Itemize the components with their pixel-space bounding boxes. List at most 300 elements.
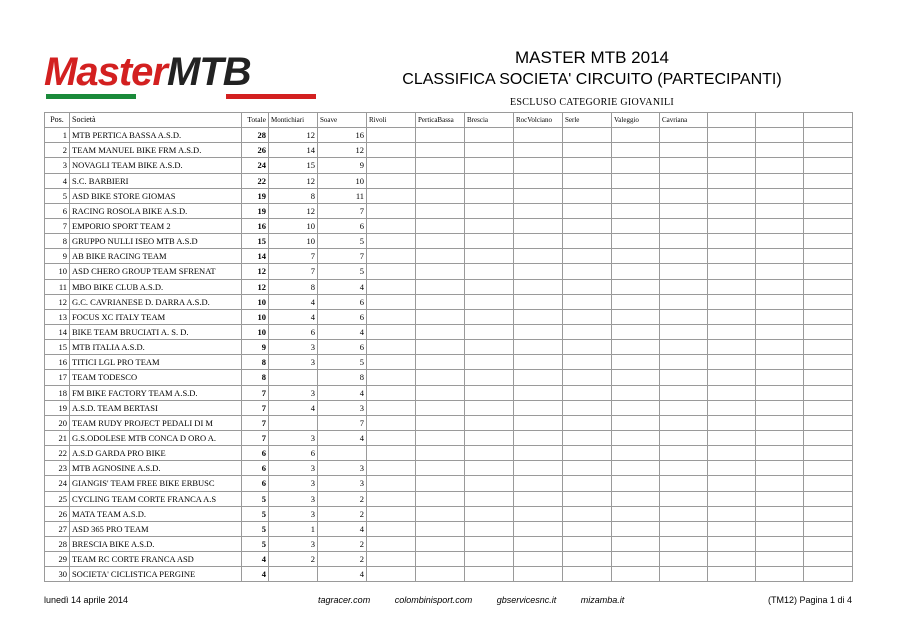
race-points-cell: 4 bbox=[318, 385, 367, 400]
race-points-cell bbox=[563, 264, 612, 279]
race-points-cell bbox=[367, 279, 416, 294]
race-points-cell bbox=[756, 415, 804, 430]
race-points-cell bbox=[660, 128, 708, 143]
race-points-cell bbox=[416, 264, 465, 279]
race-points-cell bbox=[367, 506, 416, 521]
race-points-cell bbox=[612, 552, 660, 567]
race-points-cell bbox=[612, 355, 660, 370]
position-cell: 22 bbox=[45, 446, 70, 461]
race-points-cell bbox=[367, 173, 416, 188]
position-cell: 1 bbox=[45, 128, 70, 143]
race-points-cell bbox=[465, 188, 514, 203]
race-points-cell bbox=[660, 461, 708, 476]
race-points-cell bbox=[563, 461, 612, 476]
race-points-cell bbox=[514, 203, 563, 218]
race-points-cell bbox=[416, 370, 465, 385]
race-points-cell bbox=[514, 552, 563, 567]
race-points-cell bbox=[367, 249, 416, 264]
race-points-cell bbox=[465, 279, 514, 294]
race-points-cell bbox=[756, 249, 804, 264]
total-cell: 4 bbox=[242, 552, 269, 567]
race-points-cell bbox=[612, 567, 660, 582]
race-points-cell: 6 bbox=[318, 340, 367, 355]
team-name-cell: MATA TEAM A.S.D. bbox=[70, 506, 242, 521]
race-points-cell: 3 bbox=[318, 476, 367, 491]
total-cell: 16 bbox=[242, 218, 269, 233]
race-points-cell bbox=[514, 249, 563, 264]
race-points-cell bbox=[416, 294, 465, 309]
race-points-cell bbox=[804, 521, 853, 536]
race-points-cell bbox=[708, 491, 756, 506]
race-points-cell bbox=[367, 430, 416, 445]
flag-red bbox=[226, 94, 316, 99]
race-points-cell bbox=[660, 370, 708, 385]
race-points-cell bbox=[416, 340, 465, 355]
column-header: Brescia bbox=[465, 113, 514, 128]
position-cell: 3 bbox=[45, 158, 70, 173]
race-points-cell bbox=[660, 218, 708, 233]
column-header bbox=[804, 113, 853, 128]
total-cell: 10 bbox=[242, 309, 269, 324]
race-points-cell bbox=[563, 385, 612, 400]
position-cell: 23 bbox=[45, 461, 70, 476]
total-cell: 4 bbox=[242, 567, 269, 582]
race-points-cell bbox=[660, 203, 708, 218]
race-points-cell bbox=[563, 476, 612, 491]
race-points-cell bbox=[612, 491, 660, 506]
column-header: RocVolciano bbox=[514, 113, 563, 128]
race-points-cell bbox=[804, 430, 853, 445]
race-points-cell bbox=[416, 309, 465, 324]
race-points-cell bbox=[660, 249, 708, 264]
race-points-cell bbox=[612, 158, 660, 173]
total-cell: 8 bbox=[242, 355, 269, 370]
race-points-cell bbox=[416, 173, 465, 188]
race-points-cell bbox=[660, 476, 708, 491]
table-row bbox=[45, 128, 853, 143]
position-cell: 24 bbox=[45, 476, 70, 491]
race-points-cell bbox=[367, 188, 416, 203]
race-points-cell: 10 bbox=[269, 234, 318, 249]
race-points-cell bbox=[514, 415, 563, 430]
race-points-cell bbox=[612, 521, 660, 536]
race-points-cell: 7 bbox=[318, 415, 367, 430]
table-row bbox=[45, 476, 853, 491]
race-points-cell bbox=[756, 203, 804, 218]
race-points-cell bbox=[416, 279, 465, 294]
race-points-cell bbox=[756, 143, 804, 158]
position-cell: 30 bbox=[45, 567, 70, 582]
race-points-cell bbox=[367, 552, 416, 567]
race-points-cell bbox=[416, 400, 465, 415]
race-points-cell bbox=[660, 385, 708, 400]
race-points-cell: 4 bbox=[318, 567, 367, 582]
race-points-cell bbox=[708, 340, 756, 355]
race-points-cell bbox=[563, 128, 612, 143]
race-points-cell bbox=[660, 173, 708, 188]
race-points-cell bbox=[804, 143, 853, 158]
table-row bbox=[45, 173, 853, 188]
race-points-cell bbox=[756, 461, 804, 476]
race-points-cell bbox=[660, 567, 708, 582]
race-points-cell bbox=[367, 324, 416, 339]
race-points-cell bbox=[416, 430, 465, 445]
race-points-cell bbox=[708, 188, 756, 203]
race-points-cell bbox=[563, 203, 612, 218]
race-points-cell bbox=[465, 128, 514, 143]
race-points-cell bbox=[563, 324, 612, 339]
race-points-cell bbox=[660, 491, 708, 506]
race-points-cell bbox=[708, 355, 756, 370]
team-name-cell: TEAM MANUEL BIKE FRM A.S.D. bbox=[70, 143, 242, 158]
table-row bbox=[45, 355, 853, 370]
column-header: Rivoli bbox=[367, 113, 416, 128]
total-cell: 6 bbox=[242, 446, 269, 461]
table-row bbox=[45, 309, 853, 324]
race-points-cell bbox=[612, 128, 660, 143]
race-points-cell bbox=[708, 415, 756, 430]
race-points-cell bbox=[367, 567, 416, 582]
race-points-cell: 9 bbox=[318, 158, 367, 173]
team-name-cell: FOCUS XC ITALY TEAM bbox=[70, 309, 242, 324]
race-points-cell bbox=[465, 218, 514, 233]
race-points-cell bbox=[416, 476, 465, 491]
position-cell: 5 bbox=[45, 188, 70, 203]
column-header: Soave bbox=[318, 113, 367, 128]
table-row bbox=[45, 567, 853, 582]
team-name-cell: MTB PERTICA BASSA A.S.D. bbox=[70, 128, 242, 143]
race-points-cell bbox=[367, 370, 416, 385]
race-points-cell bbox=[563, 294, 612, 309]
page-title: MASTER MTB 2014 bbox=[515, 48, 669, 67]
race-points-cell: 3 bbox=[269, 506, 318, 521]
table-row bbox=[45, 385, 853, 400]
race-points-cell bbox=[563, 309, 612, 324]
race-points-cell: 4 bbox=[318, 324, 367, 339]
position-cell: 6 bbox=[45, 203, 70, 218]
race-points-cell: 3 bbox=[318, 400, 367, 415]
race-points-cell bbox=[756, 552, 804, 567]
race-points-cell bbox=[804, 461, 853, 476]
logo-mtb-text: MTB bbox=[166, 50, 251, 94]
exclusion-note: ESCLUSO CATEGORIE GIOVANILI bbox=[509, 97, 675, 108]
race-points-cell: 4 bbox=[318, 430, 367, 445]
race-points-cell bbox=[756, 370, 804, 385]
race-points-cell bbox=[660, 521, 708, 536]
race-points-cell bbox=[756, 400, 804, 415]
race-points-cell bbox=[514, 143, 563, 158]
race-points-cell: 4 bbox=[269, 294, 318, 309]
race-points-cell bbox=[563, 218, 612, 233]
team-name-cell: BIKE TEAM BRUCIATI A. S. D. bbox=[70, 324, 242, 339]
race-points-cell: 4 bbox=[269, 400, 318, 415]
total-cell: 5 bbox=[242, 491, 269, 506]
race-points-cell: 4 bbox=[269, 309, 318, 324]
race-points-cell: 5 bbox=[318, 234, 367, 249]
team-name-cell: CYCLING TEAM CORTE FRANCA A.S bbox=[70, 491, 242, 506]
position-cell: 25 bbox=[45, 491, 70, 506]
race-points-cell bbox=[756, 173, 804, 188]
race-points-cell bbox=[563, 355, 612, 370]
position-cell: 8 bbox=[45, 234, 70, 249]
race-points-cell bbox=[708, 370, 756, 385]
race-points-cell bbox=[660, 446, 708, 461]
race-points-cell bbox=[612, 203, 660, 218]
race-points-cell bbox=[514, 355, 563, 370]
race-points-cell bbox=[465, 536, 514, 551]
race-points-cell bbox=[367, 218, 416, 233]
race-points-cell bbox=[804, 234, 853, 249]
race-points-cell: 3 bbox=[269, 536, 318, 551]
race-points-cell bbox=[367, 234, 416, 249]
table-row bbox=[45, 536, 853, 551]
total-cell: 7 bbox=[242, 430, 269, 445]
race-points-cell bbox=[367, 536, 416, 551]
race-points-cell bbox=[563, 521, 612, 536]
race-points-cell bbox=[367, 355, 416, 370]
position-cell: 20 bbox=[45, 415, 70, 430]
race-points-cell bbox=[465, 324, 514, 339]
race-points-cell: 8 bbox=[269, 279, 318, 294]
column-header: Montichiari bbox=[269, 113, 318, 128]
table-row bbox=[45, 552, 853, 567]
race-points-cell bbox=[708, 218, 756, 233]
race-points-cell: 3 bbox=[269, 491, 318, 506]
italian-flag-stripe bbox=[46, 94, 316, 99]
sponsor-link[interactable]: gbservicesnc.it bbox=[496, 595, 557, 605]
position-cell: 16 bbox=[45, 355, 70, 370]
table-row bbox=[45, 340, 853, 355]
race-points-cell bbox=[804, 324, 853, 339]
total-cell: 10 bbox=[242, 294, 269, 309]
race-points-cell bbox=[563, 188, 612, 203]
standings-table bbox=[44, 112, 853, 582]
race-points-cell: 6 bbox=[318, 294, 367, 309]
race-points-cell bbox=[465, 173, 514, 188]
race-points-cell bbox=[708, 279, 756, 294]
race-points-cell: 3 bbox=[269, 430, 318, 445]
race-points-cell bbox=[514, 521, 563, 536]
race-points-cell: 16 bbox=[318, 128, 367, 143]
table-row bbox=[45, 218, 853, 233]
race-points-cell bbox=[416, 491, 465, 506]
race-points-cell bbox=[416, 234, 465, 249]
total-cell: 19 bbox=[242, 188, 269, 203]
race-points-cell bbox=[804, 400, 853, 415]
race-points-cell bbox=[612, 173, 660, 188]
race-points-cell bbox=[514, 400, 563, 415]
race-points-cell bbox=[563, 340, 612, 355]
race-points-cell bbox=[756, 446, 804, 461]
race-points-cell: 5 bbox=[318, 355, 367, 370]
race-points-cell bbox=[514, 309, 563, 324]
logo-master-text: Master bbox=[44, 50, 167, 94]
table-row bbox=[45, 143, 853, 158]
race-points-cell bbox=[660, 309, 708, 324]
race-points-cell: 3 bbox=[269, 340, 318, 355]
position-cell: 18 bbox=[45, 385, 70, 400]
race-points-cell bbox=[804, 203, 853, 218]
race-points-cell bbox=[804, 370, 853, 385]
table-row bbox=[45, 188, 853, 203]
total-cell: 14 bbox=[242, 249, 269, 264]
race-points-cell bbox=[465, 203, 514, 218]
race-points-cell bbox=[563, 415, 612, 430]
mastermtb-logo bbox=[44, 52, 319, 100]
position-cell: 2 bbox=[45, 143, 70, 158]
position-cell: 17 bbox=[45, 370, 70, 385]
page-number: (TM12) Pagina 1 di 4 bbox=[767, 595, 852, 605]
race-points-cell bbox=[416, 385, 465, 400]
sponsor-link[interactable]: tagracer.com bbox=[318, 595, 371, 605]
race-points-cell bbox=[708, 552, 756, 567]
race-points-cell bbox=[514, 279, 563, 294]
table-row bbox=[45, 370, 853, 385]
position-cell: 7 bbox=[45, 218, 70, 233]
team-name-cell: S.C. BARBIERI bbox=[70, 173, 242, 188]
race-points-cell bbox=[416, 567, 465, 582]
table-row bbox=[45, 415, 853, 430]
column-header: Valeggio bbox=[612, 113, 660, 128]
race-points-cell bbox=[514, 188, 563, 203]
race-points-cell bbox=[708, 506, 756, 521]
race-points-cell: 10 bbox=[269, 218, 318, 233]
team-name-cell: GRUPPO NULLI ISEO MTB A.S.D bbox=[70, 234, 242, 249]
race-points-cell bbox=[514, 173, 563, 188]
table-row bbox=[45, 491, 853, 506]
race-points-cell bbox=[514, 370, 563, 385]
race-points-cell bbox=[756, 294, 804, 309]
race-points-cell bbox=[465, 234, 514, 249]
table-row bbox=[45, 430, 853, 445]
race-points-cell bbox=[514, 158, 563, 173]
total-cell: 6 bbox=[242, 476, 269, 491]
race-points-cell bbox=[804, 128, 853, 143]
team-name-cell: FM BIKE FACTORY TEAM A.S.D. bbox=[70, 385, 242, 400]
column-header bbox=[756, 113, 804, 128]
footer-sponsor-links bbox=[318, 595, 646, 605]
position-cell: 19 bbox=[45, 400, 70, 415]
team-name-cell: RACING ROSOLA BIKE A.S.D. bbox=[70, 203, 242, 218]
race-points-cell: 7 bbox=[269, 264, 318, 279]
race-points-cell bbox=[660, 536, 708, 551]
race-points-cell bbox=[804, 491, 853, 506]
race-points-cell: 3 bbox=[269, 461, 318, 476]
race-points-cell: 4 bbox=[318, 521, 367, 536]
race-points-cell bbox=[804, 415, 853, 430]
race-points-cell: 7 bbox=[318, 249, 367, 264]
race-points-cell bbox=[514, 536, 563, 551]
race-points-cell: 3 bbox=[269, 476, 318, 491]
race-points-cell: 6 bbox=[318, 309, 367, 324]
team-name-cell: ASD BIKE STORE GIOMAS bbox=[70, 188, 242, 203]
race-points-cell bbox=[660, 234, 708, 249]
race-points-cell bbox=[367, 415, 416, 430]
race-points-cell: 2 bbox=[318, 552, 367, 567]
race-points-cell bbox=[804, 385, 853, 400]
race-points-cell bbox=[563, 143, 612, 158]
race-points-cell bbox=[804, 264, 853, 279]
race-points-cell bbox=[416, 143, 465, 158]
team-name-cell: A.S.D GARDA PRO BIKE bbox=[70, 446, 242, 461]
race-points-cell: 12 bbox=[318, 143, 367, 158]
total-cell: 19 bbox=[242, 203, 269, 218]
race-points-cell bbox=[563, 173, 612, 188]
race-points-cell bbox=[514, 340, 563, 355]
race-points-cell bbox=[612, 340, 660, 355]
position-cell: 12 bbox=[45, 294, 70, 309]
race-points-cell bbox=[465, 294, 514, 309]
race-points-cell bbox=[465, 430, 514, 445]
race-points-cell bbox=[804, 249, 853, 264]
race-points-cell bbox=[660, 294, 708, 309]
table-row bbox=[45, 279, 853, 294]
table-row bbox=[45, 446, 853, 461]
race-points-cell bbox=[612, 385, 660, 400]
race-points-cell bbox=[708, 173, 756, 188]
race-points-cell bbox=[367, 309, 416, 324]
team-name-cell: G.S.ODOLESE MTB CONCA D ORO A. bbox=[70, 430, 242, 445]
race-points-cell bbox=[804, 446, 853, 461]
position-cell: 4 bbox=[45, 173, 70, 188]
race-points-cell bbox=[756, 506, 804, 521]
race-points-cell bbox=[416, 552, 465, 567]
race-points-cell: 12 bbox=[269, 203, 318, 218]
race-points-cell bbox=[563, 158, 612, 173]
race-points-cell bbox=[612, 536, 660, 551]
race-points-cell: 4 bbox=[318, 279, 367, 294]
race-points-cell bbox=[269, 370, 318, 385]
team-name-cell: AB BIKE RACING TEAM bbox=[70, 249, 242, 264]
team-name-cell: TITICI LGL PRO TEAM bbox=[70, 355, 242, 370]
race-points-cell bbox=[660, 188, 708, 203]
column-header: Serle bbox=[563, 113, 612, 128]
race-points-cell bbox=[367, 461, 416, 476]
race-points-cell bbox=[416, 158, 465, 173]
sponsor-link[interactable]: colombinisport.com bbox=[394, 595, 473, 605]
page-subtitle: CLASSIFICA SOCIETA' CIRCUITO (PARTECIPANTI) bbox=[402, 71, 782, 88]
race-points-cell bbox=[660, 400, 708, 415]
race-points-cell bbox=[756, 279, 804, 294]
race-points-cell bbox=[514, 567, 563, 582]
race-points-cell bbox=[465, 567, 514, 582]
race-points-cell bbox=[660, 324, 708, 339]
table-row bbox=[45, 400, 853, 415]
race-points-cell bbox=[465, 309, 514, 324]
total-cell: 7 bbox=[242, 415, 269, 430]
sponsor-link[interactable]: mizamba.it bbox=[580, 595, 625, 605]
race-points-cell bbox=[612, 370, 660, 385]
race-points-cell bbox=[756, 340, 804, 355]
race-points-cell bbox=[563, 234, 612, 249]
position-cell: 15 bbox=[45, 340, 70, 355]
race-points-cell bbox=[756, 264, 804, 279]
race-points-cell bbox=[660, 340, 708, 355]
team-name-cell: NOVAGLI TEAM BIKE A.S.D. bbox=[70, 158, 242, 173]
race-points-cell bbox=[612, 218, 660, 233]
table-body bbox=[45, 128, 853, 582]
total-cell: 12 bbox=[242, 264, 269, 279]
column-header: Cavriana bbox=[660, 113, 708, 128]
position-cell: 11 bbox=[45, 279, 70, 294]
race-points-cell bbox=[756, 355, 804, 370]
race-points-cell bbox=[708, 400, 756, 415]
race-points-cell bbox=[563, 552, 612, 567]
team-name-cell: TEAM TODESCO bbox=[70, 370, 242, 385]
race-points-cell bbox=[804, 340, 853, 355]
race-points-cell bbox=[804, 294, 853, 309]
logo-wordmark bbox=[44, 48, 251, 96]
